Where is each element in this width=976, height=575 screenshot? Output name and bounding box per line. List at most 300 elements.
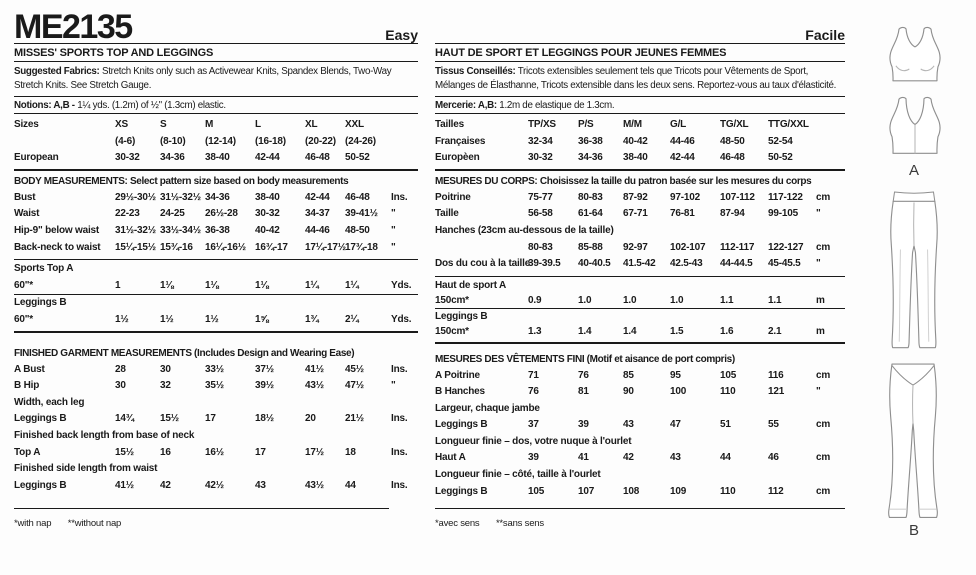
cell-value: 55 <box>768 419 779 431</box>
row-label: 60"* <box>14 279 33 291</box>
table-row <box>14 278 418 296</box>
cell-value: 31½-32½ <box>160 191 201 203</box>
cell-value: 71 <box>528 369 539 381</box>
cell-value: 1½ <box>205 313 219 325</box>
cell-value: 37 <box>528 419 539 431</box>
cell-value: 76 <box>578 369 589 381</box>
cell-value: 107-112 <box>720 191 755 203</box>
cell-value: 97-102 <box>670 191 700 203</box>
table-row <box>14 261 418 278</box>
cell-value: 1.3 <box>528 326 542 338</box>
row-label: Françaises <box>435 135 486 147</box>
row-label: 60"* <box>14 313 33 325</box>
table-row <box>14 312 418 329</box>
cell-value: 17 <box>255 446 266 458</box>
english-column <box>14 8 418 529</box>
cell-value: 43 <box>255 479 266 491</box>
cell-value: 35½ <box>205 380 224 392</box>
cell-value: 48-50 <box>345 224 370 236</box>
row-label: Dos du cou à la taille <box>435 258 531 270</box>
cell-value: 1.5 <box>670 326 684 338</box>
tissus-conseilles-block <box>435 62 845 97</box>
notions-block <box>14 97 418 114</box>
cell-value: 2¼ <box>345 313 359 325</box>
cell-value: 17 <box>205 413 216 425</box>
cell-value: 1.1 <box>768 294 782 306</box>
cell-value: 1¼ <box>345 279 359 291</box>
cell-value: 42 <box>623 452 634 464</box>
cell-value: 50-52 <box>345 152 370 164</box>
cell-value: 1¼ <box>305 279 319 291</box>
row-label: Leggings B <box>435 311 488 323</box>
cell-value: L <box>255 119 261 130</box>
table-row <box>435 467 845 484</box>
masthead-fr <box>435 12 845 44</box>
cell-value: 33½ <box>205 363 224 375</box>
section-heading: MESURES DU CORPS: Choisissez la taille du patron basée sur les mesures du corps <box>435 175 812 187</box>
cell-value: TG/XL <box>720 119 749 130</box>
cell-value: 44 <box>720 452 731 464</box>
cell-value: 40-42 <box>255 224 280 236</box>
body-measurements-table-fr <box>435 171 845 277</box>
cell-value: 39-39.5 <box>528 258 561 270</box>
cell-value: 1.0 <box>623 294 637 306</box>
row-label: Tailles <box>435 119 464 130</box>
cell-value: 1.4 <box>578 326 592 338</box>
table-row <box>14 240 418 257</box>
cell-value: 80-83 <box>528 241 553 253</box>
cell-value: 42-44 <box>255 152 280 164</box>
cell-value: 34-37 <box>305 208 330 220</box>
unit-cell: " <box>391 224 396 236</box>
leggings-back-illustration <box>883 362 943 527</box>
unit-cell: " <box>816 208 821 220</box>
row-label: Width, each leg <box>14 396 85 408</box>
row-label: Back-neck to waist <box>14 241 101 253</box>
cell-value: 108 <box>623 485 640 497</box>
cell-value: 18½ <box>255 413 274 425</box>
unit-cell: cm <box>816 191 831 203</box>
cell-value: 36-38 <box>578 135 603 147</box>
cell-value: 32 <box>160 380 171 392</box>
cell-value: XL <box>305 119 318 130</box>
cell-value: 16 <box>160 446 171 458</box>
cell-value: 40-40.5 <box>578 258 611 270</box>
row-label: Haut A <box>435 452 466 464</box>
cell-value: M/M <box>623 119 642 130</box>
cell-value: 67-71 <box>623 208 648 220</box>
row-label: A Poitrine <box>435 369 480 381</box>
cell-value: 45½ <box>345 363 364 375</box>
cell-value: 87-94 <box>720 208 745 220</box>
cell-value: 92-97 <box>623 241 648 253</box>
cell-value: 41½ <box>115 479 134 491</box>
cell-value: (16-18) <box>255 135 286 147</box>
cell-value: 32-34 <box>528 135 553 147</box>
table-row <box>435 256 845 273</box>
row-label: Leggings B <box>435 419 488 431</box>
notions-text-fr: 1.2m de elastique de 1.3cm. <box>499 100 615 111</box>
row-label: Taille <box>435 208 459 220</box>
cell-value: 30-32 <box>255 208 280 220</box>
difficulty-label-en: Easy <box>385 27 418 43</box>
cell-value: 1⅛ <box>160 279 174 291</box>
cell-value: 47½ <box>345 380 364 392</box>
notions-label-en: Notions: A,B - <box>14 100 75 111</box>
cell-value: 39 <box>528 452 539 464</box>
cell-value: 50-52 <box>768 152 793 164</box>
unit-cell: " <box>816 386 821 398</box>
body-measurements-table-en <box>14 171 418 260</box>
cell-value: 46-48 <box>720 152 745 164</box>
unit-cell: cm <box>816 452 831 464</box>
sports-top-back-illustration <box>884 96 946 163</box>
table-row <box>435 368 845 385</box>
table-row <box>435 278 845 293</box>
cell-value: M <box>205 119 214 130</box>
footnote-with-nap: *with nap <box>14 518 52 529</box>
cell-value: 17½ <box>305 446 324 458</box>
cell-value: 41.5-42 <box>623 258 656 270</box>
cell-value: 107 <box>578 485 595 497</box>
table-row <box>435 223 845 240</box>
footnote-en <box>14 508 389 529</box>
table-row <box>14 445 418 462</box>
table-row <box>435 324 845 339</box>
cell-value: XS <box>115 119 128 130</box>
table-row <box>435 117 845 134</box>
cell-value: 18 <box>345 446 356 458</box>
fabrics-text-fr: Tricots extensibles seulement tels que Tricots pour Vêtements de Sport, Mélanges de Élasthanne, Tricots extensible dans les deux sens. Reportez-vous au taux d'élasticité. <box>435 66 837 91</box>
cell-value: 87-92 <box>623 191 648 203</box>
cell-value: 1.6 <box>720 326 734 338</box>
cell-value: 14¾ <box>115 413 134 425</box>
leggings-front-icon <box>886 190 942 354</box>
masthead-en <box>14 8 418 47</box>
cell-value: 80-83 <box>578 191 603 203</box>
table-row <box>435 401 845 418</box>
table-row <box>435 450 845 467</box>
cell-value: 37½ <box>255 363 274 375</box>
cell-value: 1½ <box>115 313 129 325</box>
table-row <box>14 295 418 312</box>
cell-value: 44-44.5 <box>720 258 753 270</box>
cell-value: 34-36 <box>578 152 603 164</box>
row-label: Sports Top A <box>14 263 74 275</box>
cell-value: 46 <box>768 452 779 464</box>
cell-value: 42 <box>160 479 171 491</box>
footnote-sans-sens: **sans sens <box>495 518 544 529</box>
cell-value: 122-127 <box>768 241 804 253</box>
cell-value: (4-6) <box>115 135 136 147</box>
suggested-fabrics-block <box>14 62 418 97</box>
unit-cell: Ins. <box>391 479 408 491</box>
table-row <box>14 206 418 223</box>
row-label: Leggings B <box>14 479 67 491</box>
row-label: 150cm* <box>435 326 469 338</box>
difficulty-label-fr: Facile <box>805 27 845 43</box>
cell-value: 1¾ <box>305 313 319 325</box>
table-row <box>14 411 418 428</box>
table-row <box>435 240 845 257</box>
cell-value: 26½-28 <box>205 208 238 220</box>
cell-value: 15¾-16 <box>160 241 193 253</box>
unit-cell: " <box>391 241 396 253</box>
table-row <box>435 150 845 167</box>
table-row <box>14 378 418 395</box>
row-label: Europèen <box>435 152 480 164</box>
cell-value: 40-42 <box>623 135 648 147</box>
cell-value: (12-14) <box>205 135 236 147</box>
fabrics-label-en: Suggested Fabrics: <box>14 66 100 77</box>
cell-value: 48-50 <box>720 135 745 147</box>
row-label: Largeur, chaque jambe <box>435 402 540 414</box>
cell-value: 85-88 <box>578 241 603 253</box>
cell-value: 31½-32½ <box>115 224 156 236</box>
cell-value: 45-45.5 <box>768 258 801 270</box>
cell-value: TTG/XXL <box>768 119 809 130</box>
cell-value: 30 <box>115 380 126 392</box>
unit-cell: " <box>391 380 396 392</box>
cell-value: 16½ <box>205 446 224 458</box>
cell-value: 110 <box>720 485 736 497</box>
cell-value: 1⅝ <box>255 313 269 325</box>
unit-cell: m <box>816 294 825 306</box>
table-row <box>435 134 845 151</box>
row-label: Finished side length from waist <box>14 463 158 475</box>
cell-value: 75-77 <box>528 191 553 203</box>
cell-value: 38-40 <box>623 152 648 164</box>
garment-illustrations-column <box>856 14 972 564</box>
cell-value: 61-64 <box>578 208 603 220</box>
mercerie-block <box>435 97 845 114</box>
cell-value: 52-54 <box>768 135 793 147</box>
cell-value: 1½ <box>160 313 174 325</box>
cell-value: 34-36 <box>205 191 230 203</box>
cell-value: 117-122 <box>768 191 803 203</box>
cell-value: 47 <box>670 419 681 431</box>
cell-value: 20 <box>305 413 316 425</box>
table-row <box>435 434 845 451</box>
cell-value: 21½ <box>345 413 364 425</box>
unit-cell: m <box>816 326 825 338</box>
footnote-without-nap: **without nap <box>67 518 122 529</box>
cell-value: 42-44 <box>305 191 330 203</box>
cell-value: 24-25 <box>160 208 185 220</box>
cell-value: 116 <box>768 369 784 381</box>
garment-title-fr: HAUT DE SPORT ET LEGGINGS POUR JEUNES FEMMES <box>435 44 845 62</box>
table-row <box>435 206 845 223</box>
row-label: B Hip <box>14 380 40 392</box>
cell-value: TP/XS <box>528 119 556 130</box>
row-label: B Hanches <box>435 386 485 398</box>
unit-cell: " <box>391 208 396 220</box>
cell-value: (20-22) <box>305 135 336 147</box>
footnote-avec-sens: *avec sens <box>435 518 480 529</box>
unit-cell: Yds. <box>391 279 412 291</box>
unit-cell: Ins. <box>391 363 408 375</box>
cell-value: 34-36 <box>160 152 185 164</box>
row-label: A Bust <box>14 363 45 375</box>
cell-value: P/S <box>578 119 594 130</box>
unit-cell: Ins. <box>391 446 408 458</box>
cell-value: 28 <box>115 363 126 375</box>
row-label: Poitrine <box>435 191 471 203</box>
unit-cell: cm <box>816 419 831 431</box>
cell-value: 41 <box>578 452 589 464</box>
unit-cell: cm <box>816 241 831 253</box>
cell-value: 100 <box>670 386 687 398</box>
pattern-number: ME2135 <box>14 8 132 47</box>
cell-value: 39-41½ <box>345 208 378 220</box>
cell-value: 109 <box>670 485 687 497</box>
fabrics-text-en: Stretch Knits only such as Activewear Knits, Spandex Blends, Two-Way Stretch Knits. See Stretch Gauge. <box>14 66 392 91</box>
row-label: Finished back length from base of neck <box>14 429 195 441</box>
row-label: Top A <box>14 446 41 458</box>
cell-value: 39 <box>578 419 589 431</box>
table-row <box>14 223 418 240</box>
row-label: Bust <box>14 191 36 203</box>
cell-value: 90 <box>623 386 634 398</box>
unit-cell: Ins. <box>391 191 408 203</box>
cell-value: 1.0 <box>670 294 684 306</box>
cell-value: 44-46 <box>670 135 695 147</box>
cell-value: 95 <box>670 369 681 381</box>
row-label: Leggings B <box>435 485 488 497</box>
cell-value: XXL <box>345 119 364 130</box>
table-row <box>435 190 845 207</box>
table-row <box>14 190 418 207</box>
cell-value: 16¼-16½ <box>205 241 246 253</box>
cell-value: 76-81 <box>670 208 695 220</box>
cell-value: 33½-34½ <box>160 224 201 236</box>
cell-value: 0.9 <box>528 294 542 306</box>
cell-value: 2.1 <box>768 326 782 338</box>
cell-value: 1.4 <box>623 326 637 338</box>
cell-value: 42-44 <box>670 152 695 164</box>
cell-value: 46-48 <box>345 191 370 203</box>
cell-value: 38-40 <box>255 191 280 203</box>
cell-value: 51 <box>720 419 731 431</box>
cell-value: 15½ <box>115 446 134 458</box>
leggings-front-illustration <box>886 190 942 359</box>
cell-value: G/L <box>670 119 687 130</box>
sizes-table-fr <box>435 114 845 171</box>
cell-value: 110 <box>720 386 736 398</box>
cell-value: 76 <box>528 386 539 398</box>
table-row <box>435 384 845 401</box>
row-label: Sizes <box>14 119 39 130</box>
finished-measurements-table-en <box>14 333 418 495</box>
cell-value: 16¾-17 <box>255 241 288 253</box>
finished-measurements-table-fr <box>435 344 845 501</box>
section-heading: MESURES DES VÊTEMENTS FINI (Motif et aisance de port compris) <box>435 353 735 365</box>
table-row <box>435 293 845 309</box>
footnote-fr <box>435 508 845 529</box>
cell-value: 1⅛ <box>255 279 269 291</box>
cell-value: 38-40 <box>205 152 230 164</box>
notions-text-en: 1¼ yds. (1.2m) of ½" (1.3cm) elastic. <box>77 100 226 111</box>
cell-value: 44 <box>345 479 356 491</box>
row-label: 150cm* <box>435 294 469 306</box>
cell-value: 1 <box>115 279 121 291</box>
table-row <box>435 484 845 501</box>
cell-value: (24-26) <box>345 135 376 147</box>
cell-value: 102-107 <box>670 241 706 253</box>
cell-value: 39½ <box>255 380 274 392</box>
unit-cell: " <box>816 258 821 270</box>
unit-cell: Ins. <box>391 413 408 425</box>
cell-value: 1⅛ <box>205 279 219 291</box>
view-a-label: A <box>908 162 919 179</box>
cell-value: 42½ <box>205 479 224 491</box>
cell-value: 105 <box>528 485 545 497</box>
cell-value: 43 <box>623 419 634 431</box>
row-label: Longueur finie – dos, votre nuque à l'ourlet <box>435 435 632 447</box>
cell-value: 17¾-18 <box>345 241 378 253</box>
cell-value: 30 <box>160 363 171 375</box>
row-label: Longueur finie – côté, taille à l'ourlet <box>435 469 601 481</box>
fabrics-label-fr: Tissus Conseillés: <box>435 66 516 77</box>
view-b-label: B <box>908 522 919 539</box>
cell-value: 44-46 <box>305 224 330 236</box>
cell-value: 42.5-43 <box>670 258 703 270</box>
cell-value: 85 <box>623 369 634 381</box>
cell-value: 41½ <box>305 363 324 375</box>
leggings-back-icon <box>883 362 943 522</box>
sports-top-front-illustration <box>884 26 946 91</box>
section-heading: BODY MEASUREMENTS: Select pattern size based on body measurements <box>14 175 349 187</box>
table-row <box>14 134 418 151</box>
cell-value: 81 <box>578 386 589 398</box>
cell-value: 22-23 <box>115 208 140 220</box>
yardage-table-fr <box>435 277 845 344</box>
cell-value: 15¼-15½ <box>115 241 156 253</box>
table-row <box>435 309 845 324</box>
table-row <box>14 395 418 412</box>
sports-top-front-icon <box>884 26 946 86</box>
unit-cell: Yds. <box>391 313 412 325</box>
cell-value: 99-105 <box>768 208 798 220</box>
table-row <box>14 362 418 379</box>
cell-value: 43 <box>670 452 681 464</box>
row-label: Hanches (23cm au-dessous de la taille) <box>435 224 614 236</box>
garment-title-en: MISSES' SPORTS TOP AND LEGGINGS <box>14 44 418 62</box>
yardage-table-en <box>14 260 418 332</box>
cell-value: 29½-30½ <box>115 191 156 203</box>
cell-value: 15½ <box>160 413 179 425</box>
cell-value: 43½ <box>305 479 324 491</box>
table-row <box>14 150 418 167</box>
row-label: Waist <box>14 208 40 220</box>
cell-value: 1.1 <box>720 294 734 306</box>
cell-value: 46-48 <box>305 152 330 164</box>
cell-value: 43½ <box>305 380 324 392</box>
cell-value: S <box>160 119 167 130</box>
cell-value: 105 <box>720 369 737 381</box>
cell-value: 1.0 <box>578 294 592 306</box>
table-row <box>14 461 418 478</box>
section-heading: FINISHED GARMENT MEASUREMENTS (Includes Design and Wearing Ease) <box>14 347 355 359</box>
french-column <box>435 12 845 529</box>
table-row <box>14 478 418 495</box>
unit-cell: cm <box>816 369 831 381</box>
cell-value: 112-117 <box>720 241 755 253</box>
sizes-table-en <box>14 114 418 171</box>
row-label: Hip-9" below waist <box>14 224 100 236</box>
cell-value: (8-10) <box>160 135 186 147</box>
row-label: Haut de sport A <box>435 279 507 291</box>
